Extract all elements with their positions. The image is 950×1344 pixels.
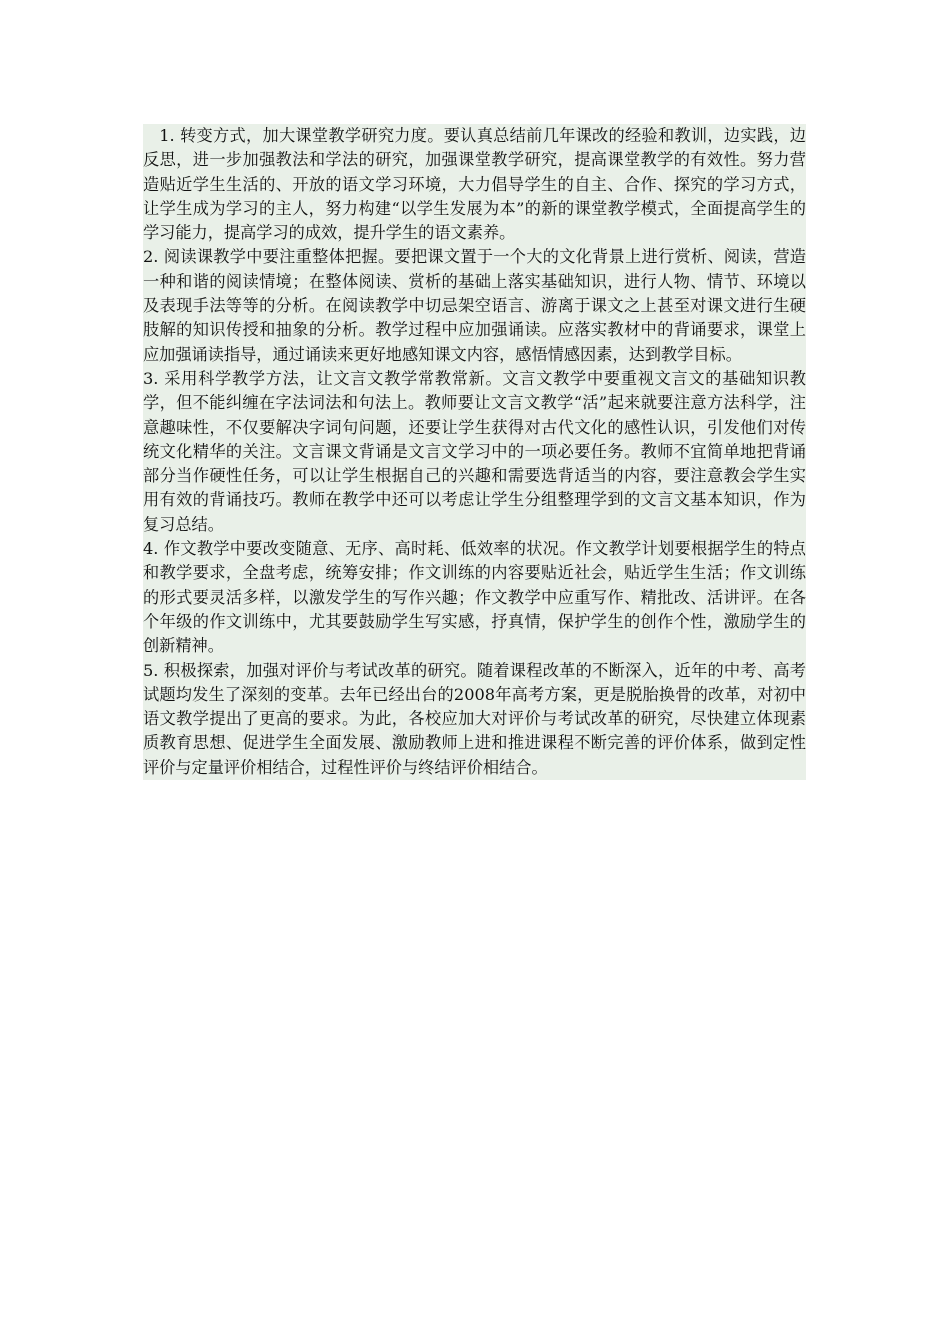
paragraph-5: 5. 积极探索，加强对评价与考试改革的研究。随着课程改革的不断深入，近年的中考、高考试题均发生了深刻的变革。去年已经出台的2008年高考方案，更是脱胎换骨的改革，对初中语文教学提出了更高的要求。为此，各校应加大对评价与考试改革的研究，尽快建立体现素质教育思想、促进学生全面发展、激励教师上进和推进课程不断完善的评价体系，做到定性评价与定量评价相结合，过程性评价与终结评价相结合。: [143, 660, 806, 777]
highlighted-text-block: [143, 124, 806, 780]
paragraph-4: 4. 作文教学中要改变随意、无序、高时耗、低效率的状况。作文教学计划要根据学生的特点和教学要求，全盘考虑，统筹安排；作文训练的内容要贴近社会，贴近学生生活；作文训练的形式要灵活多样，以激发学生的写作兴趣；作文教学中应重写作、精批改、活讲评。在各个年级的作文训练中，尤其要鼓励学生写实感，抒真情，保护学生的创作个性，激励学生的创新精神。: [143, 539, 806, 656]
paragraph-3: 3. 采用科学教学方法，让文言文教学常教常新。文言文教学中要重视文言文的基础知识教学，但不能纠缠在字法词法和句法上。教师要让文言文教学“活”起来就要注意方法科学，注意趣味性，不仅要解决字词句问题，还要让学生获得对古代文化的感性认识，引发他们对传统文化精华的关注。文言课文背诵是文言文学习中的一项必要任务。教师不宜简单地把背诵部分当作硬性任务，可以让学生根据自己的兴趣和需要选背适当的内容，要注意教会学生实用有效的背诵技巧。教师在教学中还可以考虑让学生分组整理学到的文言文基本知识，作为复习总结。: [143, 368, 806, 534]
paragraph-2: 2. 阅读课教学中要注重整体把握。要把课文置于一个大的文化背景上进行赏析、阅读，营造一种和谐的阅读情境；在整体阅读、赏析的基础上落实基础知识，进行人物、情节、环境以及表现手法等等的分析。在阅读教学中切忌架空语言、游离于课文之上甚至对课文进行生硬肢解的知识传授和抽象的分析。教学过程中应加强诵读。应落实教材中的背诵要求，课堂上应加强诵读指导，通过诵读来更好地感知课文内容，感悟情感因素，达到教学目标。: [143, 247, 806, 364]
paragraph-1: 1. 转变方式，加大课堂教学研究力度。要认真总结前几年课改的经验和教训，边实践，边反思，进一步加强教法和学法的研究，加强课堂教学研究，提高课堂教学的有效性。努力营造贴近学生生活的、开放的语文学习环境，大力倡导学生的自主、合作、探究的学习方式，让学生成为学习的主人，努力构建“以学生发展为本”的新的课堂教学模式，全面提高学生的学习能力，提高学习的成效，提升学生的语文素养。: [143, 126, 806, 243]
